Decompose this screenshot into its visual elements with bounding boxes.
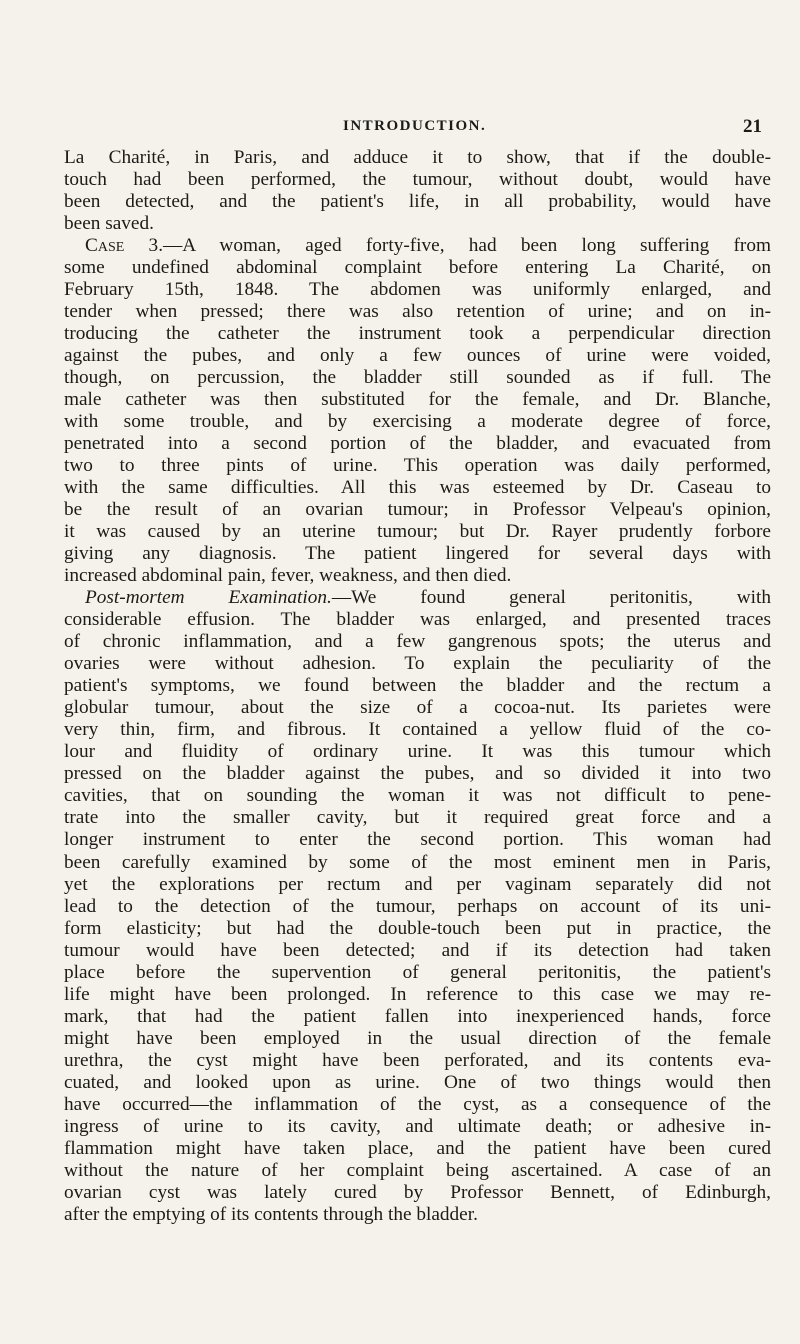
text-line: very thin, firm, and fibrous. It contained a yellow fluid of the co- — [64, 719, 771, 741]
text-line: patient's symptoms, we found between the bladder and the rectum a — [64, 675, 771, 697]
text-line: ovarian cyst was lately cured by Professor Bennett, of Edinburgh, — [64, 1181, 771, 1203]
text-line: tumour would have been detected; and if its detection had taken — [64, 939, 771, 961]
case-opening-line — [64, 235, 771, 257]
text-line: male catheter was then substituted for the female, and Dr. Blanche, — [64, 389, 771, 411]
section-opening-text: —We found general peritonitis, with — [331, 587, 771, 609]
text-line: it was caused by an uterine tumour; but Dr. Rayer prudently forbore — [64, 521, 771, 543]
text-line: penetrated into a second portion of the bladder, and evacuated from — [64, 433, 771, 455]
running-head — [0, 118, 800, 144]
text-line: cuated, and looked upon as urine. One of two things would then — [64, 1071, 771, 1093]
text-line: some undefined abdominal complaint before entering La Charité, on — [64, 257, 771, 279]
text-line: been saved. — [64, 213, 154, 235]
text-line: touch had been performed, the tumour, without doubt, would have — [64, 169, 771, 191]
text-line: have occurred—the inflammation of the cyst, as a consequence of the — [64, 1093, 771, 1115]
text-line: February 15th, 1848. The abdomen was uniformly enlarged, and — [64, 279, 771, 301]
case-label: Case 3. — [85, 235, 164, 257]
text-line: life might have been prolonged. In reference to this case we may re- — [64, 983, 771, 1005]
text-line: tender when pressed; there was also retention of urine; and on in- — [64, 301, 771, 323]
text-line: with the same difficulties. All this was esteemed by Dr. Caseau to — [64, 477, 771, 499]
text-line: yet the explorations per rectum and per vaginam separately did not — [64, 873, 771, 895]
text-line: though, on percussion, the bladder still sounded as if full. The — [64, 367, 771, 389]
text-line: been detected, and the patient's life, in all probability, would have — [64, 191, 771, 213]
section-heading: Post-mortem Examination. — [85, 587, 332, 609]
text-line: been carefully examined by some of the most eminent men in Paris, — [64, 851, 771, 873]
text-line: cavities, that on sounding the woman it was not difficult to pene- — [64, 785, 771, 807]
page-number: 21 — [743, 116, 762, 137]
text-line: with some trouble, and by exercising a moderate degree of force, — [64, 411, 771, 433]
text-line: two to three pints of urine. This operation was daily performed, — [64, 455, 771, 477]
body-text — [64, 147, 771, 1226]
text-line: place before the supervention of general peritonitis, the patient's — [64, 961, 771, 983]
text-line: considerable effusion. The bladder was enlarged, and presented traces — [64, 609, 771, 631]
text-line: against the pubes, and only a few ounces of urine were voided, — [64, 345, 771, 367]
running-title: INTRODUCTION. — [343, 118, 487, 134]
text-line: troducing the catheter the instrument took a perpendicular direction — [64, 323, 771, 345]
text-line: of chronic inflammation, and a few gangrenous spots; the uterus and — [64, 631, 771, 653]
text-line: globular tumour, about the size of a cocoa-nut. Its parietes were — [64, 697, 771, 719]
text-line: form elasticity; but had the double-touch been put in practice, the — [64, 917, 771, 939]
text-line: lour and fluidity of ordinary urine. It was this tumour which — [64, 741, 771, 763]
text-line: trate into the smaller cavity, but it required great force and a — [64, 807, 771, 829]
text-line: flammation might have taken place, and the patient have been cured — [64, 1137, 771, 1159]
text-line: La Charité, in Paris, and adduce it to show, that if the double- — [64, 147, 771, 168]
text-line: lead to the detection of the tumour, perhaps on account of its uni- — [64, 895, 771, 917]
section-opening-line — [64, 587, 771, 609]
text-line: might have been employed in the usual direction of the female — [64, 1027, 771, 1049]
text-line: be the result of an ovarian tumour; in Professor Velpeau's opinion, — [64, 499, 771, 521]
text-line: without the nature of her complaint being ascertained. A case of an — [64, 1159, 771, 1181]
case-opening-text: —A woman, aged forty-five, had been long suffering from — [163, 235, 771, 257]
text-line: urethra, the cyst might have been perforated, and its contents eva- — [64, 1049, 771, 1071]
text-line: increased abdominal pain, fever, weakness, and then died. — [64, 565, 512, 587]
text-line: pressed on the bladder against the pubes, and so divided it into two — [64, 763, 771, 785]
text-line: giving any diagnosis. The patient lingered for several days with — [64, 543, 771, 565]
text-line: ovaries were without adhesion. To explain the peculiarity of the — [64, 653, 771, 675]
text-line: after the emptying of its contents through the bladder. — [64, 1203, 478, 1225]
text-line: longer instrument to enter the second portion. This woman had — [64, 829, 771, 851]
text-line: ingress of urine to its cavity, and ultimate death; or adhesive in- — [64, 1115, 771, 1137]
text-line: mark, that had the patient fallen into inexperienced hands, force — [64, 1005, 771, 1027]
